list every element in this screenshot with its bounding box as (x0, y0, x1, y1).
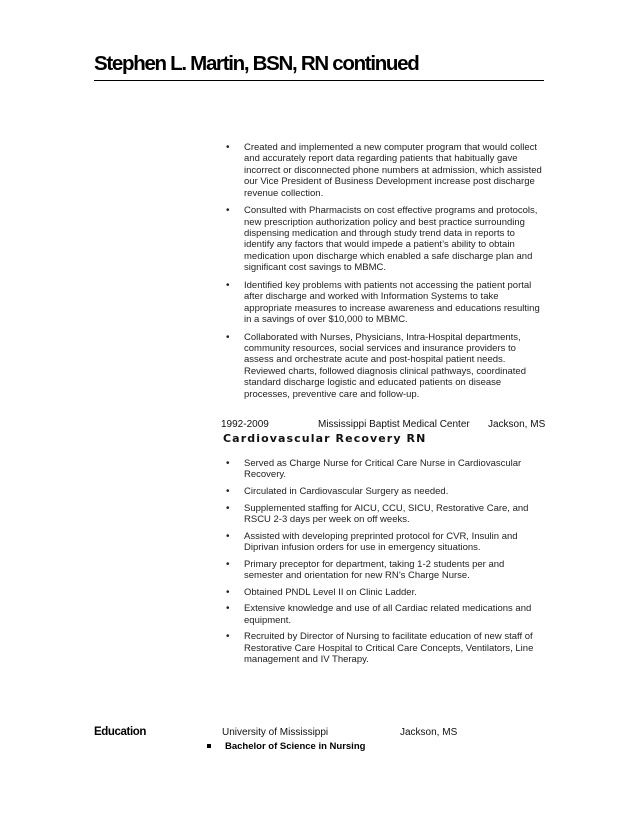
job-employer: Mississippi Baptist Medical Center (318, 419, 470, 430)
education-heading: Education (94, 726, 146, 738)
job-dates: 1992-2009 (221, 419, 269, 430)
bullet-item: • Primary preceptor for department, taking 1-2 students per and semester and orientation for new RN’s Charge Nurse. (222, 559, 544, 582)
bullet-item: • Served as Charge Nurse for Critical Care Nurse in Cardiovascular Recovery. (222, 458, 544, 481)
header-divider (94, 80, 544, 81)
previous-role-bullet-list (222, 142, 544, 406)
bullet-item: • Extensive knowledge and use of all Cardiac related medications and equipment. (222, 603, 544, 626)
bullet-item: • Obtained PNDL Level II on Clinic Ladder. (222, 587, 544, 598)
square-bullet-icon (207, 744, 211, 748)
education-school: University of Mississippi (222, 727, 329, 738)
education-degree: Bachelor of Science in Nursing (225, 741, 366, 752)
bullet-item: • Supplemented staffing for AICU, CCU, SICU, Restorative Care, and RSCU 2-3 days per week on off weeks. (222, 503, 544, 526)
bullet-item: • Created and implemented a new computer program that would collect and accurately report data regarding patients that habitually gave incorrect or disconnected phone numbers at admission, which assisted our Vice President of Business Development increase post discharge revenue collection. (222, 142, 544, 199)
job-location: Jackson, MS (488, 419, 546, 430)
bullet-item: • Identified key problems with patients not accessing the patient portal after discharge and worked with Information Systems to take appropriate measures to increase awareness and educations resulting in a savings of over $10,000 to MBMC. (222, 280, 544, 326)
job-title: Cardiovascular Recovery RN (223, 432, 427, 445)
bullet-item: • Assisted with developing preprinted protocol for CVR, Insulin and Diprivan infusion orders for use in emergency situations. (222, 531, 544, 554)
bullet-item: • Collaborated with Nurses, Physicians, Intra-Hospital departments, community resources, social services and insurance providers to assess and orchestrate acute and post-hospital patient needs. Reviewed charts, followed diagnosis clinical pathways, coordinated standard discharge logistic and educated patients on disease processes, preventive care and follow-up. (222, 332, 544, 400)
bullet-item: • Consulted with Pharmacists on cost effective programs and protocols, new prescription authorization policy and best practice surrounding dispensing medication and through study trend data in reports to identify any factors that would impede a patient’s ability to obtain medication upon discharge which enabled a safe discharge plan and significant cost savings to MBMC. (222, 205, 544, 273)
job-bullet-list (222, 458, 544, 671)
bullet-item: • Circulated in Cardiovascular Surgery as needed. (222, 486, 544, 497)
education-location: Jackson, MS (400, 727, 458, 738)
bullet-item: • Recruited by Director of Nursing to facilitate education of new staff of Restorative Care Hospital to Critical Care Concepts, Ventilators, Line management and IV Therapy. (222, 631, 544, 665)
resume-name-title: Stephen L. Martin, BSN, RN continued (94, 52, 419, 75)
